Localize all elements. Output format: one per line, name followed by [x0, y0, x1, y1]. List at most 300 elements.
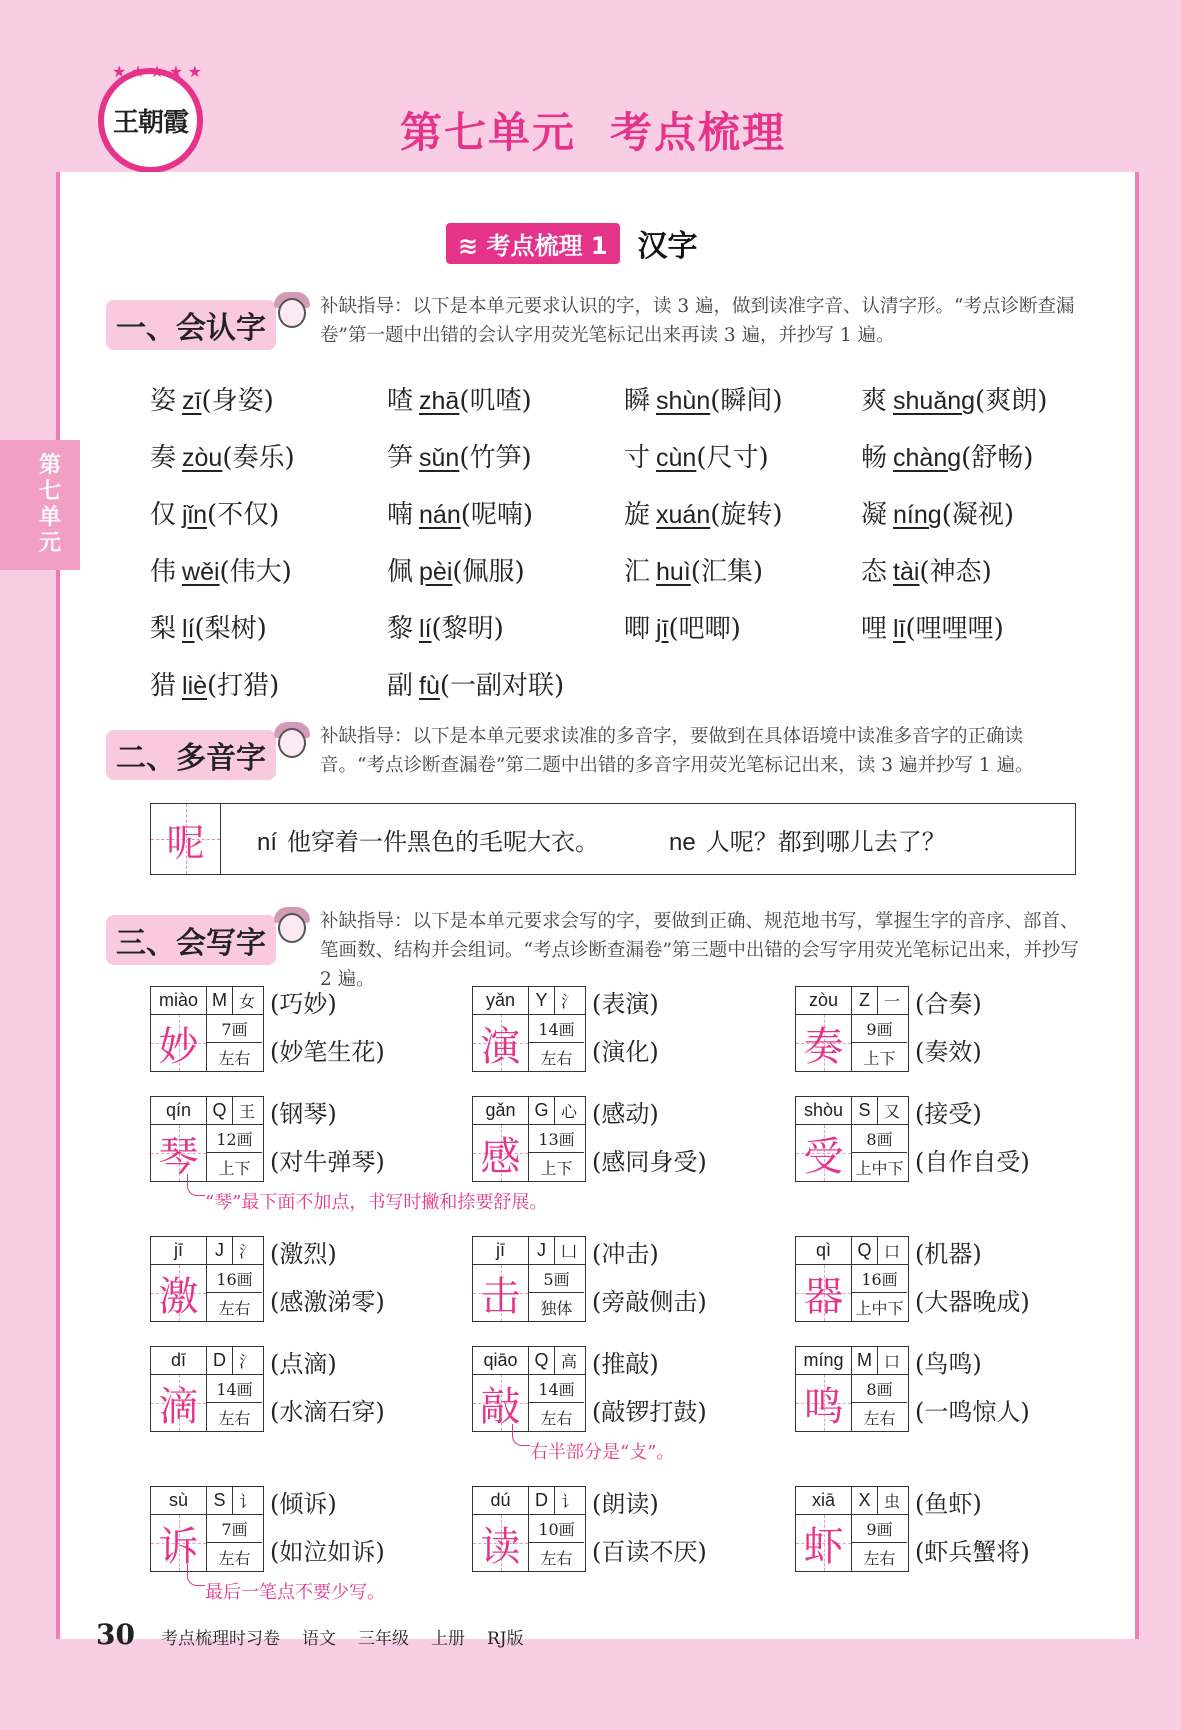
- recognize-grid: [150, 370, 1100, 712]
- word-1: (合奏): [915, 990, 982, 1018]
- write-item: [795, 1096, 1115, 1186]
- recognize-row: [150, 370, 1100, 427]
- char-glyph: 器: [796, 1265, 852, 1321]
- write-item: [150, 1096, 470, 1186]
- tip-su: [205, 1578, 385, 1604]
- word-2: (自作自受): [915, 1148, 1030, 1176]
- char-structure: 左右: [540, 1408, 573, 1428]
- char-initial: Q: [529, 1347, 555, 1374]
- char-card-header: [151, 1347, 263, 1375]
- edition: RJ版: [486, 1629, 524, 1649]
- recognize-char: 仅: [150, 500, 177, 530]
- recognize-char: 爽: [861, 386, 888, 416]
- char-radical: 凵: [560, 1242, 577, 1261]
- char-initial: G: [529, 1097, 555, 1124]
- word-1: (点滴): [270, 1350, 337, 1378]
- unit-topic: 考点梳理: [610, 108, 787, 157]
- recognize-item: [387, 551, 624, 588]
- recognize-pinyin: lī: [893, 615, 906, 643]
- char-glyph: 滴: [151, 1375, 207, 1431]
- cartoon-face-icon: [272, 720, 312, 768]
- recognize-item: [150, 665, 387, 702]
- char-radical: 虫: [883, 1492, 900, 1511]
- char-structure: 左右: [218, 1048, 251, 1068]
- char-card: [472, 986, 586, 1072]
- polyphone-box: [150, 803, 1076, 875]
- write-item: [795, 1346, 1115, 1436]
- char-pinyin: miào: [151, 987, 207, 1014]
- recognize-item: [624, 380, 861, 417]
- word-1: (鸟鸣): [915, 1350, 982, 1378]
- recognize-word: (竹笋): [459, 443, 532, 473]
- brand-logo: [98, 62, 203, 173]
- recognize-word: (身姿): [201, 386, 274, 416]
- side-tab-char: 七: [38, 479, 61, 504]
- char-card-header: [151, 987, 263, 1015]
- word-1: (冲击): [592, 1240, 659, 1268]
- char-initial: J: [207, 1237, 233, 1264]
- word-2: (演化): [592, 1038, 659, 1066]
- char-structure: 上下: [863, 1048, 896, 1068]
- polyphone-reading-1: [257, 822, 599, 857]
- char-strokes: 8画: [852, 1375, 907, 1403]
- page-number: 30: [96, 1618, 135, 1651]
- word-1: (巧妙): [270, 990, 337, 1018]
- write-item: [472, 1236, 792, 1326]
- reading-1-pinyin: ní: [257, 828, 278, 856]
- recognize-char: 梨: [150, 614, 177, 644]
- recognize-word: (旋转): [710, 500, 783, 530]
- recognize-word: (黎明): [431, 614, 504, 644]
- char-strokes: 13画: [529, 1125, 584, 1153]
- char-radical: 一: [883, 992, 900, 1011]
- tip-qiao-text: 右半部分是“攴”。: [530, 1442, 675, 1463]
- char-radical: 氵: [238, 1242, 255, 1261]
- recognize-char: 瞬: [624, 386, 651, 416]
- char-card-header: [796, 1237, 908, 1265]
- char-pinyin: shòu: [796, 1097, 852, 1124]
- char-strokes: 9画: [852, 1015, 907, 1043]
- char-card: [795, 1486, 909, 1572]
- char-card-header: [796, 1347, 908, 1375]
- recognize-char: 黎: [387, 614, 414, 644]
- recognize-row: [150, 655, 1100, 712]
- recognize-word: (爽朗): [975, 386, 1048, 416]
- write-item: [150, 1346, 470, 1436]
- recognize-pinyin: huì: [656, 558, 691, 586]
- char-radical: 心: [560, 1102, 577, 1121]
- write-item: [795, 1486, 1115, 1576]
- char-structure: 上中下: [855, 1158, 904, 1178]
- write-item: [472, 986, 792, 1076]
- char-glyph: 奏: [796, 1015, 852, 1071]
- char-glyph: 虾: [796, 1515, 852, 1571]
- recognize-row: [150, 598, 1100, 655]
- char-pinyin: jī: [151, 1237, 207, 1264]
- polyphone-char: 呢: [151, 804, 221, 874]
- char-strokes: 8画: [852, 1125, 907, 1153]
- char-pinyin: jī: [473, 1237, 529, 1264]
- cartoon-face-icon: [272, 905, 312, 953]
- recognize-char: 伟: [150, 557, 177, 587]
- polyphone-note: 补缺指导：以下是本单元要求读准的多音字，要做到在具体语境中读准多音字的正确读音。“考点诊断查漏卷”第二题中出错的多音字用荧光笔标记出来，读 3 遍并抄写 1 遍。: [320, 726, 1034, 776]
- recognize-word: (一副对联): [439, 671, 565, 701]
- char-card-header: [473, 1237, 585, 1265]
- char-strokes: 9画: [852, 1515, 907, 1543]
- recognize-word: (汇集): [690, 557, 764, 587]
- char-card-header: [473, 1487, 585, 1515]
- char-initial: S: [207, 1487, 233, 1514]
- char-card-header: [796, 1097, 908, 1125]
- recognize-pinyin: zhā: [419, 387, 460, 415]
- recognize-word: (尺寸): [696, 443, 769, 473]
- char-pinyin: dú: [473, 1487, 529, 1514]
- recognize-char: 哩: [861, 614, 888, 644]
- char-card: [472, 1346, 586, 1432]
- char-strokes: 7画: [207, 1515, 262, 1543]
- recognize-item: [387, 437, 624, 474]
- recognize-char: 笋: [387, 443, 414, 473]
- char-card: [150, 1096, 264, 1182]
- char-radical: 氵: [238, 1352, 255, 1371]
- recognize-char: 寸: [624, 443, 651, 473]
- word-2: (旁敲侧击): [592, 1288, 707, 1316]
- word-2: (水滴石穿): [270, 1398, 385, 1426]
- recognize-item: [624, 437, 861, 474]
- recognize-item: [387, 494, 624, 531]
- recognize-word: (凝视): [941, 500, 1014, 530]
- recognize-char: 凝: [861, 500, 888, 530]
- recognize-char: 旋: [624, 500, 651, 530]
- recognize-pinyin: chàng: [893, 444, 962, 472]
- word-1: (机器): [915, 1240, 982, 1268]
- recognize-item: [861, 380, 1098, 417]
- reading-2-pinyin: ne: [669, 828, 696, 856]
- word-1: (感动): [592, 1100, 659, 1128]
- recognize-pinyin: tài: [893, 558, 920, 586]
- recognize-char: 奏: [150, 443, 177, 473]
- subject: 语文: [301, 1629, 336, 1649]
- char-card: [472, 1236, 586, 1322]
- char-card: [795, 1096, 909, 1182]
- grade: 三年级: [357, 1629, 409, 1649]
- char-card: [150, 986, 264, 1072]
- write-item: [795, 1236, 1115, 1326]
- page-title: [400, 100, 786, 160]
- section-badge: ≋ 考点梳理 1: [446, 223, 620, 264]
- char-card-header: [473, 1347, 585, 1375]
- recognize-word: (瞬间): [710, 386, 783, 416]
- char-initial: M: [207, 987, 233, 1014]
- char-structure: 左右: [540, 1548, 573, 1568]
- char-card-header: [796, 1487, 908, 1515]
- char-card-header: [151, 1097, 263, 1125]
- recognize-word: (佩服): [452, 557, 525, 587]
- recognize-char: 汇: [624, 557, 651, 587]
- char-glyph: 诉: [151, 1515, 207, 1571]
- char-strokes: 16画: [852, 1265, 907, 1293]
- recognize-item: [387, 608, 624, 645]
- char-structure: 左右: [863, 1408, 896, 1428]
- char-initial: S: [852, 1097, 878, 1124]
- recognize-note: 补缺指导：以下是本单元要求认识的字，读 3 遍，做到读准字音、认清字形。“考点诊断查漏卷”第一题中出错的会认字用荧光笔标记出来再读 3 遍，并抄写 1 遍。: [320, 296, 1075, 346]
- word-2: (感激涕零): [270, 1288, 385, 1316]
- side-tab-char: 第: [38, 453, 61, 478]
- word-1: (倾诉): [270, 1490, 337, 1518]
- char-structure: 独体: [540, 1298, 573, 1318]
- write-item: [150, 1236, 470, 1326]
- char-pinyin: míng: [796, 1347, 852, 1374]
- write-item: [472, 1486, 792, 1576]
- char-structure: 上中下: [855, 1298, 904, 1318]
- polyphone-reading-2: [669, 822, 946, 857]
- char-card: [150, 1486, 264, 1572]
- char-initial: Q: [207, 1097, 233, 1124]
- char-pinyin: sù: [151, 1487, 207, 1514]
- char-strokes: 5画: [529, 1265, 584, 1293]
- char-pinyin: qì: [796, 1237, 852, 1264]
- recognize-char: 畅: [861, 443, 888, 473]
- char-card-header: [796, 987, 908, 1015]
- tip-su-text: 最后一笔点不要少写。: [205, 1582, 385, 1603]
- word-2: (虾兵蟹将): [915, 1538, 1030, 1566]
- char-strokes: 16画: [207, 1265, 262, 1293]
- tip-qiao: [530, 1438, 674, 1464]
- recognize-item: [861, 551, 1098, 588]
- recognize-item: [150, 380, 387, 417]
- char-pinyin: zòu: [796, 987, 852, 1014]
- recognize-word: (奏乐): [222, 443, 295, 473]
- recognize-pinyin: jǐn: [182, 501, 208, 529]
- recognize-char: 喃: [387, 500, 414, 530]
- recognize-word: (吧唧): [668, 614, 741, 644]
- word-2: (对牛弹琴): [270, 1148, 385, 1176]
- recognize-row: [150, 484, 1100, 541]
- char-glyph: 激: [151, 1265, 207, 1321]
- char-card-header: [473, 1097, 585, 1125]
- recognize-word: (舒畅): [961, 443, 1034, 473]
- char-strokes: 10画: [529, 1515, 584, 1543]
- recognize-item: [861, 494, 1098, 531]
- recognize-pinyin: fù: [419, 672, 440, 700]
- word-2: (百读不厌): [592, 1538, 707, 1566]
- side-tab-char: 单: [38, 505, 61, 530]
- recognize-word: (神态): [919, 557, 992, 587]
- char-glyph: 读: [473, 1515, 529, 1571]
- recognize-item: [861, 608, 1098, 645]
- char-glyph: 敲: [473, 1375, 529, 1431]
- polyphone-heading: 二、多音字: [106, 730, 276, 780]
- word-1: (激烈): [270, 1240, 337, 1268]
- char-card: [150, 1236, 264, 1322]
- recognize-pinyin: nán: [419, 501, 461, 529]
- side-tab-char: 元: [38, 531, 61, 556]
- recognize-pinyin: shuǎng: [893, 387, 976, 415]
- char-radical: 又: [883, 1102, 900, 1121]
- char-glyph: 感: [473, 1125, 529, 1181]
- char-card-header: [151, 1487, 263, 1515]
- char-initial: D: [207, 1347, 233, 1374]
- char-radical: 口: [883, 1242, 900, 1261]
- side-tab: [0, 440, 80, 570]
- recognize-word: (打猎): [207, 671, 280, 701]
- recognize-char: 副: [387, 671, 414, 701]
- char-initial: Q: [852, 1237, 878, 1264]
- char-initial: J: [529, 1237, 555, 1264]
- recognize-pinyin: sǔn: [419, 444, 460, 472]
- char-radical: 王: [238, 1102, 255, 1121]
- recognize-pinyin: zī: [182, 387, 202, 415]
- char-strokes: 12画: [207, 1125, 262, 1153]
- recognize-pinyin: liè: [182, 672, 208, 700]
- stars-icon: ★ ★ ★ ★ ★: [112, 62, 202, 81]
- page-footer: [96, 1618, 546, 1651]
- write-item: [150, 986, 470, 1076]
- recognize-item: [150, 494, 387, 531]
- char-strokes: 7画: [207, 1015, 262, 1043]
- recognize-pinyin: jī: [656, 615, 669, 643]
- char-pinyin: gǎn: [473, 1097, 529, 1124]
- char-glyph: 击: [473, 1265, 529, 1321]
- char-structure: 左右: [863, 1548, 896, 1568]
- recognize-pinyin: níng: [893, 501, 942, 529]
- char-structure: 上下: [540, 1158, 573, 1178]
- word-2: (奏效): [915, 1038, 982, 1066]
- char-strokes: 14画: [207, 1375, 262, 1403]
- brand-name: 王朝霞: [112, 108, 188, 138]
- reading-2-sentence: 人呢？都到哪儿去了？: [705, 827, 946, 856]
- section-name: 汉字: [637, 229, 698, 264]
- recognize-word: (呢喃): [460, 500, 534, 530]
- char-initial: Y: [529, 987, 555, 1014]
- char-pinyin: qín: [151, 1097, 207, 1124]
- char-initial: M: [852, 1347, 878, 1374]
- recognize-item: [861, 437, 1098, 474]
- char-card: [472, 1096, 586, 1182]
- recognize-heading: 一、会认字: [106, 300, 276, 350]
- unit-name: 第七单元: [400, 108, 577, 157]
- recognize-word: (哩哩哩): [905, 614, 1004, 644]
- recognize-char: 喳: [387, 386, 414, 416]
- recognize-char: 佩: [387, 557, 414, 587]
- word-2: (妙笔生花): [270, 1038, 385, 1066]
- word-1: (表演): [592, 990, 659, 1018]
- write-item: [472, 1346, 792, 1436]
- word-2: (敲锣打鼓): [592, 1398, 707, 1426]
- volume: 上册: [430, 1629, 465, 1649]
- recognize-pinyin: shùn: [656, 387, 711, 415]
- word-2: (大器晚成): [915, 1288, 1030, 1316]
- char-glyph: 妙: [151, 1015, 207, 1071]
- char-radical: 氵: [560, 992, 577, 1011]
- char-radical: 口: [883, 1352, 900, 1371]
- recognize-pinyin: cùn: [656, 444, 697, 472]
- word-2: (感同身受): [592, 1148, 707, 1176]
- char-initial: D: [529, 1487, 555, 1514]
- recognize-row: [150, 427, 1100, 484]
- word-1: (钢琴): [270, 1100, 337, 1128]
- word-1: (推敲): [592, 1350, 659, 1378]
- char-glyph: 琴: [151, 1125, 207, 1181]
- recognize-item: [387, 380, 624, 417]
- char-pinyin: dī: [151, 1347, 207, 1374]
- char-structure: 上下: [218, 1158, 251, 1178]
- char-card-header: [473, 987, 585, 1015]
- recognize-pinyin: lí: [182, 615, 195, 643]
- char-radical: 讠: [560, 1492, 577, 1511]
- write-item: [472, 1096, 792, 1186]
- char-radical: 女: [238, 992, 255, 1011]
- char-glyph: 鸣: [796, 1375, 852, 1431]
- char-structure: 左右: [218, 1548, 251, 1568]
- char-card: [472, 1486, 586, 1572]
- char-pinyin: qiāo: [473, 1347, 529, 1374]
- char-pinyin: xiā: [796, 1487, 852, 1514]
- char-structure: 左右: [540, 1048, 573, 1068]
- word-2: (一鸣惊人): [915, 1398, 1030, 1426]
- char-card: [795, 986, 909, 1072]
- char-card: [150, 1346, 264, 1432]
- recognize-char: 姿: [150, 386, 177, 416]
- recognize-word: (伟大): [219, 557, 292, 587]
- word-1: (朗读): [592, 1490, 659, 1518]
- write-heading: 三、会写字: [106, 915, 276, 965]
- recognize-pinyin: wěi: [182, 558, 220, 586]
- recognize-row: [150, 541, 1100, 598]
- tip-qin-text: “琴”最下面不加点，书写时撇和捺要舒展。: [205, 1192, 548, 1213]
- char-structure: 左右: [218, 1298, 251, 1318]
- char-initial: X: [852, 1487, 878, 1514]
- char-initial: Z: [852, 987, 878, 1014]
- char-card: [795, 1346, 909, 1432]
- char-strokes: 14画: [529, 1375, 584, 1403]
- char-card: [795, 1236, 909, 1322]
- section-title: [446, 221, 698, 265]
- recognize-word: (叽喳): [459, 386, 532, 416]
- char-radical: 高: [560, 1352, 577, 1371]
- recognize-item: [387, 665, 624, 702]
- recognize-item: [624, 494, 861, 531]
- recognize-char: 猎: [150, 671, 177, 701]
- recognize-pinyin: zòu: [182, 444, 223, 472]
- char-glyph: 演: [473, 1015, 529, 1071]
- write-item: [795, 986, 1115, 1076]
- char-structure: 左右: [218, 1408, 251, 1428]
- write-item: [150, 1486, 470, 1576]
- char-radical: 讠: [238, 1492, 255, 1511]
- recognize-item: [624, 551, 861, 588]
- recognize-pinyin: lí: [419, 615, 432, 643]
- word-1: (接受): [915, 1100, 982, 1128]
- reading-1-sentence: 他穿着一件黑色的毛呢大衣。: [287, 827, 600, 856]
- recognize-word: (不仅): [207, 500, 280, 530]
- word-2: (如泣如诉): [270, 1538, 385, 1566]
- recognize-word: (梨树): [194, 614, 267, 644]
- recognize-item: [624, 608, 861, 645]
- recognize-item: [150, 437, 387, 474]
- char-pinyin: yǎn: [473, 987, 529, 1014]
- cartoon-face-icon: [272, 290, 312, 338]
- recognize-pinyin: pèi: [419, 558, 453, 586]
- book-name: 考点梳理时习卷: [160, 1629, 280, 1649]
- char-card-header: [151, 1237, 263, 1265]
- recognize-item: [150, 608, 387, 645]
- recognize-char: 唧: [624, 614, 651, 644]
- recognize-item: [150, 551, 387, 588]
- word-1: (鱼虾): [915, 1490, 982, 1518]
- char-strokes: 14画: [529, 1015, 584, 1043]
- recognize-char: 态: [861, 557, 888, 587]
